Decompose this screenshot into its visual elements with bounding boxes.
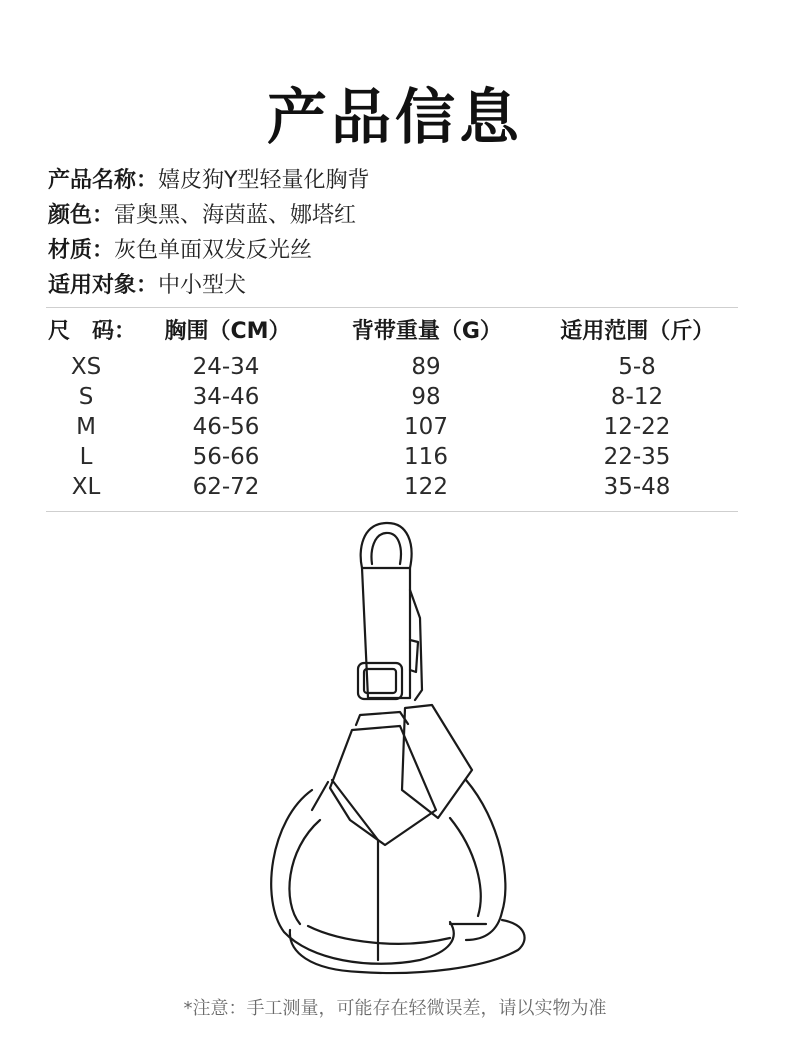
header-chest: 胸围（CM）	[164, 319, 291, 344]
info-value: 嬉皮狗Y型轻量化胸背	[158, 168, 370, 193]
info-value: 雷奥黑、海茵蓝、娜塔红	[114, 203, 357, 228]
table-row	[46, 352, 738, 382]
size-table-header	[46, 312, 738, 352]
header-weight: 背带重量（G）	[351, 319, 502, 344]
table-row	[46, 382, 738, 412]
table-row	[46, 472, 738, 502]
info-row-material	[48, 233, 369, 268]
cell-size: XS	[70, 354, 102, 380]
cell-chest: 24-34	[192, 354, 260, 380]
cell-range: 5-8	[618, 354, 656, 380]
info-row-product-name	[48, 163, 369, 198]
cell-range: 8-12	[610, 384, 664, 410]
cell-range: 35-48	[603, 474, 671, 500]
info-value: 中小型犬	[158, 273, 247, 298]
cell-weight: 89	[411, 354, 441, 380]
dog-harness-line-drawing-icon	[250, 520, 540, 994]
info-label: 材质：	[48, 238, 115, 263]
disclaimer-note: *注意：手工测量，可能存在轻微误差，请以实物为准	[183, 998, 607, 1019]
cell-size: XL	[71, 474, 101, 500]
cell-range: 22-35	[603, 444, 671, 470]
cell-chest: 34-46	[192, 384, 260, 410]
bottom-divider	[46, 511, 738, 512]
info-label: 适用对象：	[48, 273, 159, 298]
info-label: 颜色：	[48, 203, 115, 228]
product-info-list	[48, 163, 369, 303]
cell-range: 12-22	[603, 414, 671, 440]
cell-chest: 56-66	[192, 444, 260, 470]
info-label: 产品名称：	[48, 168, 159, 193]
info-row-color	[48, 198, 369, 233]
info-value: 灰色单面双发反光丝	[114, 238, 313, 263]
cell-size: L	[79, 444, 93, 470]
cell-chest: 46-56	[192, 414, 260, 440]
cell-weight: 116	[404, 444, 448, 470]
cell-weight: 98	[411, 384, 441, 410]
size-table	[46, 312, 738, 502]
cell-size: S	[78, 384, 94, 410]
table-row	[46, 442, 738, 472]
header-size: 尺 码：	[48, 319, 137, 344]
table-row	[46, 412, 738, 442]
header-range: 适用范围（斤）	[560, 319, 715, 344]
cell-weight: 107	[404, 414, 448, 440]
cell-weight: 122	[404, 474, 448, 500]
info-row-target	[48, 268, 369, 303]
cell-size: M	[76, 414, 96, 440]
top-divider	[46, 307, 738, 308]
page-title: 产品信息	[267, 83, 523, 153]
cell-chest: 62-72	[192, 474, 260, 500]
